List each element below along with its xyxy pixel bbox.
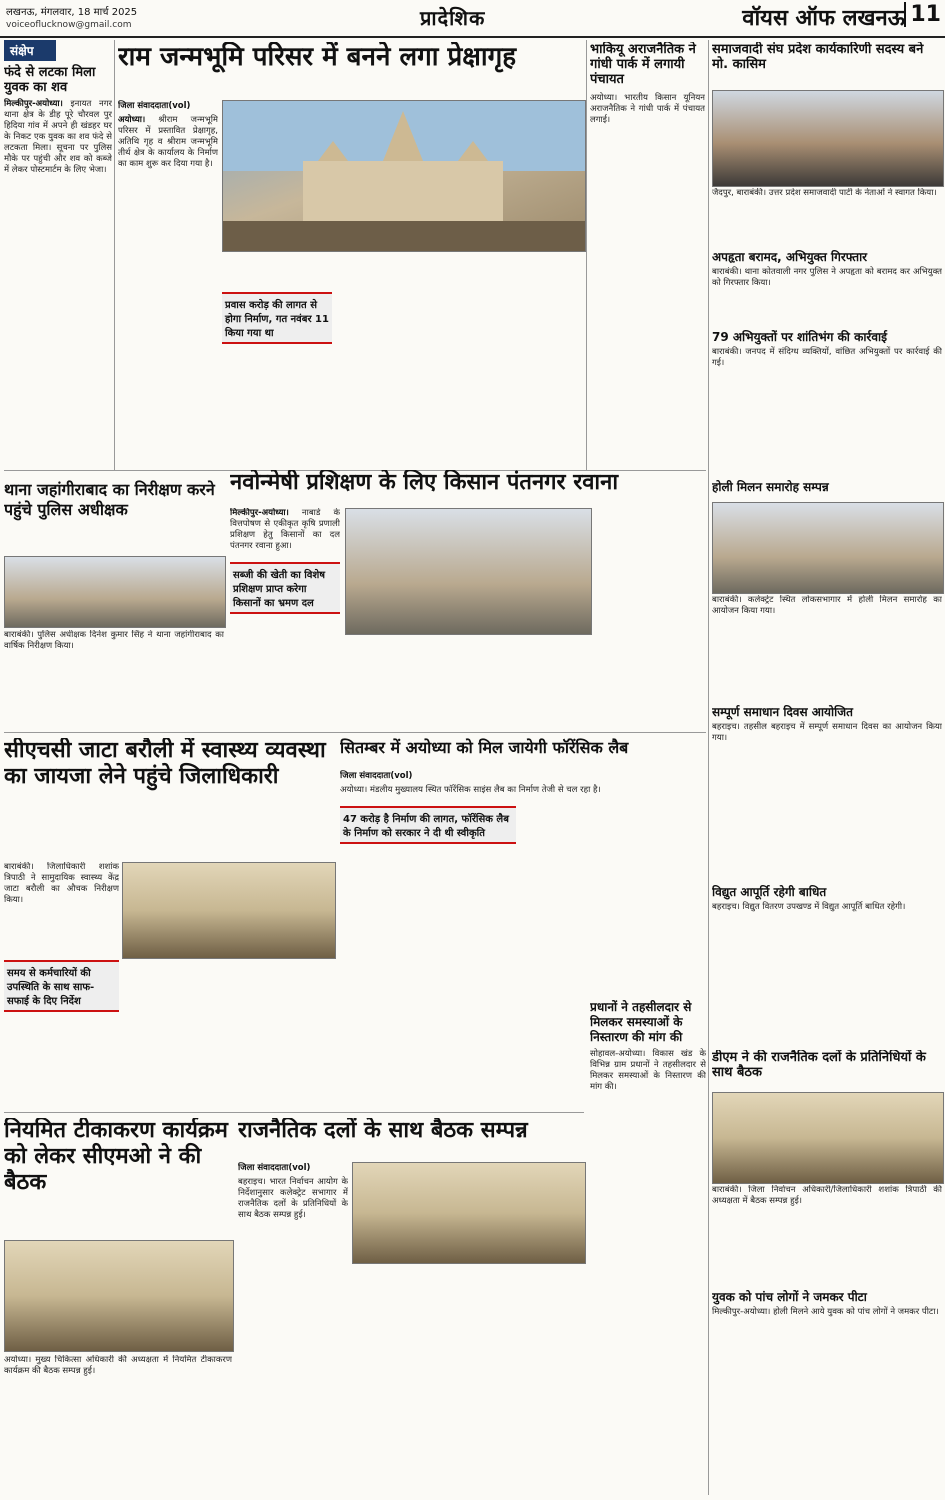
villagers-body: सोहावल-अयोध्या। विकास खंड के विभिन्न ग्राम प्रधानों ने तहसीलदार से मिलकर समस्याओं के निस्तारण की मांग की।: [590, 1049, 706, 1092]
samadhan-headline: सम्पूर्ण समाधान दिवस आयोजित: [712, 705, 853, 719]
police-headline-box: [4, 480, 224, 550]
temple-photo: [222, 100, 586, 252]
lead-byline: जिला संवाददाता(vol): [118, 101, 191, 111]
farmers-headline-box: [230, 470, 708, 506]
farmers-body: नाबार्ड के वित्तपोषण से एकीकृत कृषि प्रणाली प्रशिक्षण हेतु किसानों का दल पंतनगर रवाना हुआ।: [230, 508, 340, 551]
farmers-pullquote: सब्जी की खेती का विशेष प्रशिक्षण प्राप्त करेगा किसानों का भ्रमण दल: [230, 562, 340, 614]
forensic-body: अयोध्या। मंडलीय मुख्यालय स्थित फॉरेंसिक साइंस लैब का निर्माण तेजी से चल रहा है।: [340, 785, 601, 795]
column-rule: [114, 40, 116, 470]
contact-email: voiceoflucknow@gmail.com: [6, 20, 132, 30]
column-rule: [586, 40, 588, 470]
samajwadi-strip: [712, 42, 942, 86]
farmers-text: [230, 508, 340, 698]
holi-headline-box: [712, 480, 942, 500]
forensic-headline-box: [340, 738, 706, 768]
assault-headline: युवक को पांच लोगों ने जमकर पीटा: [712, 1290, 867, 1304]
right-top-headline: भाकियू अराजनैतिक ने गांधी पार्क में लगायी पंचायत: [590, 42, 696, 87]
farmers-filler: [345, 636, 590, 731]
lead-body: श्रीराम जन्मभूमि परिसर में प्रस्तावित प्रेक्षागृह, अतिथि गृह व श्रीराम जन्मभूमि तीर्थ क्षेत्र के कार्यालय के निर्माण का काम शुरू कर दिया गया है।: [118, 115, 218, 169]
assault-story: [712, 1290, 942, 1495]
brief-article: [4, 99, 112, 176]
chc-headline: सीएचसी जाटा बरौली में स्वास्थ्य व्यवस्था का जायजा लेने पहुंचे जिलाधिकारी: [4, 738, 326, 789]
parties-filler: [352, 1266, 584, 1491]
newspaper-brand: वॉयस ऑफ लखनऊ: [742, 6, 905, 31]
lead-dateline: अयोध्या।: [118, 115, 146, 125]
temple-illustration: [223, 101, 585, 251]
parties-photo: [352, 1162, 586, 1264]
assault-body: मिल्कीपुर-अयोध्या। होली मिलने आये युवक को पांच लोगों ने जमकर पीटा।: [712, 1307, 939, 1317]
parties-headline-box: [238, 1118, 584, 1158]
dm-headline: डीएम ने की राजनैतिक दलों के प्रतिनिधियों के साथ बैठक: [712, 1050, 926, 1080]
briefs-column: [4, 40, 112, 465]
section-rule: [4, 732, 706, 734]
masthead: [0, 0, 945, 38]
right-top-body: अयोध्या। भारतीय किसान यूनियन अराजनैतिक ने गांधी पार्क में पंचायत लगाई।: [590, 93, 705, 125]
police-body: बाराबंकी। पुलिस अधीक्षक दिनेश कुमार सिंह ने थाना जहांगीराबाद का वार्षिक निरीक्षण किया।: [4, 630, 224, 651]
chc-photo: [122, 862, 336, 959]
parties-story: [238, 1162, 348, 1492]
power-story: [712, 885, 942, 1015]
forensic-byline: जिला संवाददाता(vol): [340, 771, 413, 781]
samadhan-body: बहराइच। तहसील बहराइच में सम्पूर्ण समाधान दिवस का आयोजन किया गया।: [712, 722, 942, 743]
section-title: प्रादेशिक: [420, 6, 486, 30]
page-number: 11: [904, 2, 941, 27]
villagers-story: [590, 1000, 706, 1250]
vaccination-photo: [4, 1240, 234, 1352]
police-headline: थाना जहांगीराबाद का निरीक्षण करने पहुंचे पुलिस अधीक्षक: [4, 480, 215, 519]
peace-story: [712, 330, 942, 480]
issue-date: लखनऊ, मंगलवार, 18 मार्च 2025: [6, 7, 138, 18]
dm-photo: [712, 1092, 944, 1184]
holi-headline: होली मिलन समारोह सम्पन्न: [712, 480, 829, 494]
power-headline: विद्युत आपूर्ति रहेगी बाधित: [712, 885, 827, 899]
farmers-dateline: मिल्कीपुर-अयोध्या।: [230, 508, 289, 518]
lead-text-col1: [118, 100, 218, 430]
chc-pullquote: समय से कर्मचारियों की उपस्थिति के साथ साफ-सफाई के दिए निर्देश: [4, 960, 119, 1012]
arrest-headline: अपहृता बरामद, अभियुक्त गिरफ्तार: [712, 250, 868, 264]
police-photo: [4, 556, 226, 628]
brief-filler: [4, 180, 112, 440]
dm-body: बाराबंकी। जिला निर्वाचन अधिकारी/जिलाधिकारी शशांक त्रिपाठी की अध्यक्षता में बैठक सम्पन्न हुई।: [712, 1185, 942, 1206]
right-top-story: [590, 42, 705, 432]
chc-headline-box: [4, 738, 334, 858]
parties-body: बहराइच। भारत निर्वाचन आयोग के निर्देशानुसार कलेक्ट्रेट सभागार में राजनैतिक दलों के प्रतिनिधियों के साथ बैठक सम्पन्न हुई।: [238, 1177, 348, 1220]
chc-filler: [122, 960, 334, 1110]
brief-headline: फंदे से लटका मिला युवक का शव: [4, 65, 96, 95]
lead-filler: [118, 174, 218, 374]
lead-headline: राम जन्मभूमि परिसर में बनने लगा प्रेक्षागृह: [118, 42, 517, 72]
forensic-story: [340, 770, 706, 1000]
forensic-headline: सितम्बर में अयोध्या को मिल जायेगी फॉरेंसिक लैब: [340, 738, 629, 757]
chc-pullquote-box: [4, 960, 119, 1040]
holi-body: बाराबंकी। कलेक्ट्रेट स्थित लोकसभागार में होली मिलन समारोह का आयोजन किया गया।: [712, 595, 942, 616]
peace-headline: 79 अभियुक्तों पर शांतिभंग की कार्रवाई: [712, 330, 888, 344]
samajwadi-caption: जैदपुर, बाराबंकी। उत्तर प्रदेश समाजवादी पार्टी के नेताओं ने स्वागत किया।: [712, 188, 937, 198]
dm-headline-box: [712, 1050, 942, 1090]
lead-text-col2: [222, 252, 332, 432]
vaccination-body: अयोध्या। मुख्य चिकित्सा अधिकारी की अध्यक्षता में नियमित टीकाकरण कार्यक्रम की बैठक सम्पन्न हुई।: [4, 1355, 232, 1376]
vaccination-headline-box: [4, 1118, 232, 1238]
vaccination-headline: नियमित टीकाकरण कार्यक्रम को लेकर सीएमओ ने की बैठक: [4, 1118, 228, 1195]
column-rule: [708, 40, 710, 1495]
section-rule: [4, 1112, 584, 1114]
brief-dateline: मिल्कीपुर-अयोध्या।: [4, 99, 63, 109]
lead-headline-box: [118, 42, 583, 102]
samadhan-story: [712, 705, 942, 855]
power-body: बहराइच। विद्युत वितरण उपखण्ड में विद्युत आपूर्ति बाधित रहेगी।: [712, 902, 906, 912]
farmers-photo: [345, 508, 592, 635]
lead-filler-2: [222, 348, 332, 432]
parties-byline: जिला संवाददाता(vol): [238, 1163, 311, 1173]
lead-text-col3: [336, 252, 584, 432]
villagers-headline: प्रधानों ने तहसीलदार से मिलकर समस्याओं के निस्तारण की मांग की: [590, 1000, 692, 1044]
arrest-body: बाराबंकी। थाना कोतवाली नगर पुलिस ने अपहृता को बरामद कर अभियुक्त को गिरफ्तार किया।: [712, 267, 942, 288]
holi-photo: [712, 502, 944, 594]
arrest-story: [712, 250, 942, 325]
samajwadi-headline: समाजवादी संघ प्रदेश कार्यकारिणी सदस्य बने मो. कासिम: [712, 42, 924, 72]
forensic-pullquote: 47 करोड़ है निर्माण की लागत, फॉरेंसिक लैब के निर्माण को सरकार ने दी थी स्वीकृति: [340, 806, 516, 844]
brief-body: इनायत नगर थाना क्षेत्र के डीह पूरे चौरवल पुर हिदिया गांव में अपने ही खंडहर घर के निकट एक युवक का शव फंदे से लटकता मिला। सूचना पर पुलिस मौके पर पहुंची और शव को कब्जे में लेकर पोस्टमार्टम के लिए भेजा।: [4, 99, 112, 175]
lead-pullquote: प्रवास करोड़ की लागत से होगा निर्माण, गत नवंबर 11 किया गया था: [222, 292, 332, 344]
parties-headline: राजनैतिक दलों के साथ बैठक सम्पन्न: [238, 1118, 528, 1143]
farmers-headline: नवोन्मेषी प्रशिक्षण के लिए किसान पंतनगर रवाना: [230, 470, 619, 495]
peace-body: बाराबंकी। जनपद में संदिग्ध व्यक्तियों, वांछित अभियुक्तों पर कार्रवाई की गई।: [712, 347, 942, 368]
chc-body: बाराबंकी। जिलाधिकारी शशांक त्रिपाठी ने सामुदायिक स्वास्थ्य केंद्र जाटा बरौली का औचक निरीक्षण किया।: [4, 862, 119, 905]
samajwadi-photo: [712, 90, 944, 187]
farmers-filler-2: [594, 508, 704, 728]
briefs-tag: संक्षेप: [4, 40, 56, 61]
